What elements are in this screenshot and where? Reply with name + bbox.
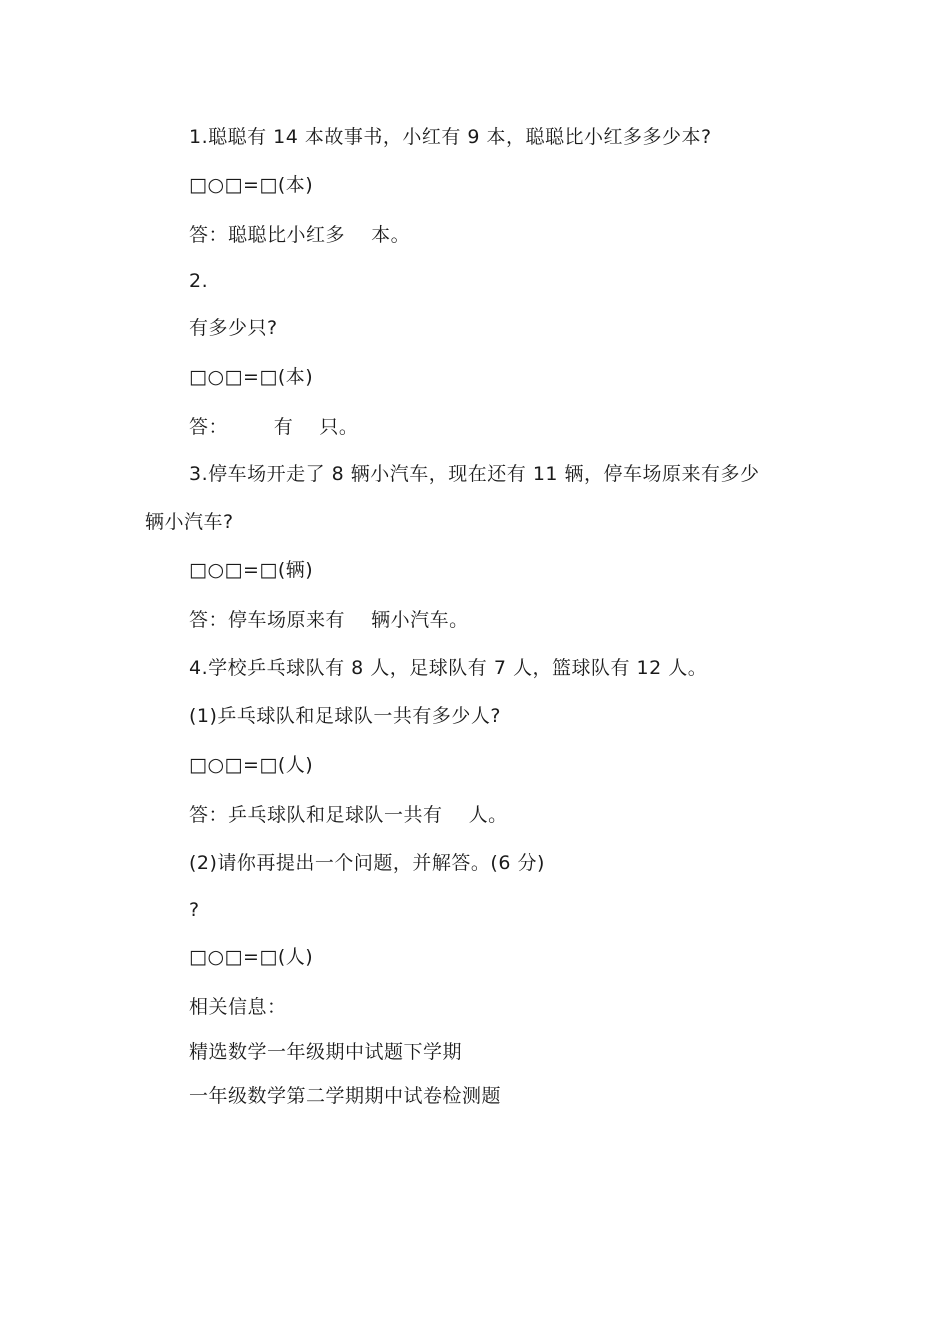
related-link-2[interactable]: 一年级数学第二学期期中试卷检测题 <box>189 1085 502 1107</box>
question-2-equation: □○□=□(本) <box>189 366 314 388</box>
question-4-part-1: (1)乒乓球队和足球队一共有多少人? <box>189 705 501 727</box>
question-4-part-1-equation: □○□=□(人) <box>189 754 314 776</box>
question-2-answer: 答： 有 只。 <box>189 416 359 438</box>
question-1-answer: 答：聪聪比小红多 本。 <box>189 224 411 246</box>
question-2-number: 2. <box>189 270 209 292</box>
question-3-text: 3.停车场开走了 8 辆小汽车，现在还有 11 辆，停车场原来有多少 <box>189 463 760 485</box>
related-info-heading: 相关信息： <box>189 996 287 1018</box>
question-4-text: 4.学校乒乓球队有 8 人，足球队有 7 人，篮球队有 12 人。 <box>189 657 708 679</box>
question-4-part-2-equation: □○□=□(人) <box>189 946 314 968</box>
question-4-part-2-question: ? <box>189 899 200 921</box>
question-1-text: 1.聪聪有 14 本故事书，小红有 9 本，聪聪比小红多多少本? <box>189 126 712 148</box>
question-4-part-2: (2)请你再提出一个问题，并解答。(6 分) <box>189 852 545 874</box>
question-3-equation: □○□=□(辆) <box>189 559 314 581</box>
question-3-answer: 答：停车场原来有 辆小汽车。 <box>189 609 469 631</box>
question-4-part-1-answer: 答：乒乓球队和足球队一共有 人。 <box>189 804 508 826</box>
question-2-text: 有多少只? <box>189 317 278 339</box>
related-link-1[interactable]: 精选数学一年级期中试题下学期 <box>189 1041 463 1063</box>
question-3-text-continued: 辆小汽车? <box>145 511 234 533</box>
question-1-equation: □○□=□(本) <box>189 174 314 196</box>
